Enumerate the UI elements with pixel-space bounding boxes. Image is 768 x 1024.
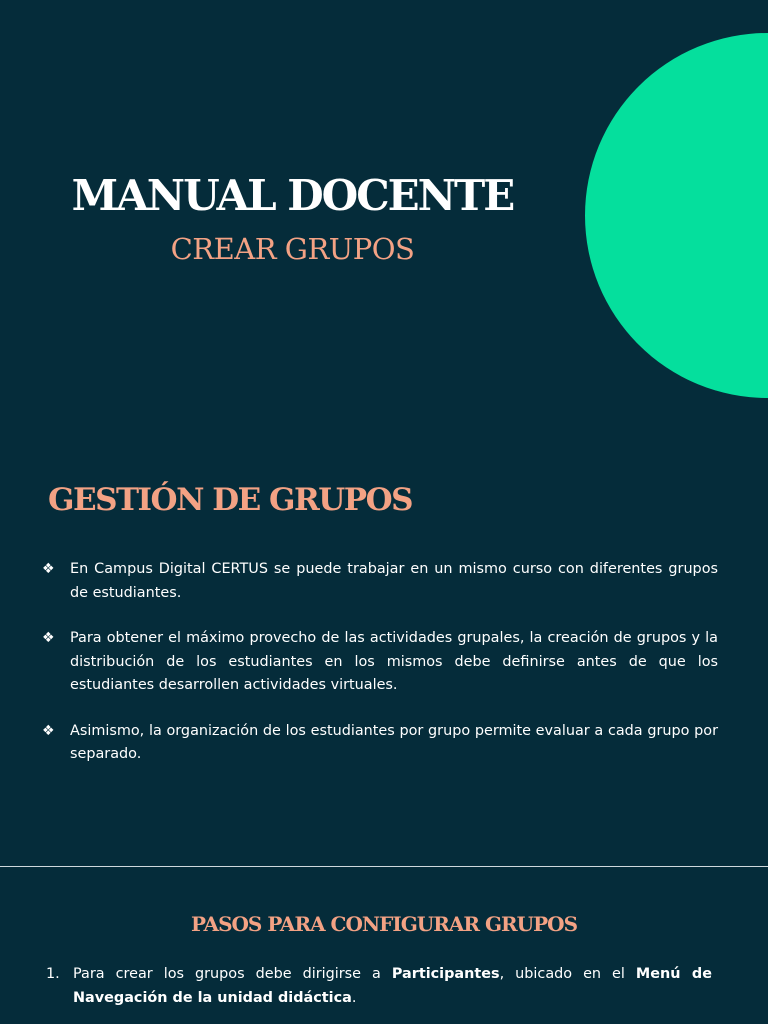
step-number: 1. bbox=[46, 966, 60, 982]
step-item bbox=[46, 962, 712, 1010]
section-title: GESTIÓN DE GRUPOS bbox=[48, 482, 412, 518]
page-subtitle: CREAR GRUPOS bbox=[170, 232, 415, 266]
bullet-list bbox=[40, 558, 718, 789]
bullet-item bbox=[40, 720, 718, 767]
bullet-text: En Campus Digital CERTUS se puede trabajar en un mismo curso con diferentes grupos de estudiantes. bbox=[70, 561, 718, 601]
diamond-bullet-icon: ❖ bbox=[42, 561, 55, 577]
diamond-bullet-icon: ❖ bbox=[42, 722, 55, 739]
decorative-circle bbox=[585, 33, 768, 398]
bullet-item bbox=[40, 558, 718, 605]
bullet-item bbox=[40, 627, 718, 698]
diamond-bullet-icon: ❖ bbox=[42, 630, 55, 646]
participantes-label: Participantes bbox=[391, 966, 500, 982]
bullet-text: Para obtener el máximo provecho de las actividades grupales, la creación de grupos y la distribución de los estudiantes en los mismos debe definirse antes de que los estudiantes desarrollen actividades virtuales. bbox=[70, 630, 718, 693]
bullet-text: Asimismo, la organización de los estudiantes por grupo permite evaluar a cada grupo por separado. bbox=[70, 722, 718, 762]
navigation-menu-label: Menú de Navegación de la unidad didáctica bbox=[73, 966, 712, 1006]
step-text: Para crear los grupos debe dirigirse a Participantes, ubicado en el Menú de Navegación de la unidad didáctica. bbox=[73, 966, 712, 1006]
steps-list bbox=[46, 962, 712, 1010]
steps-title: PASOS PARA CONFIGURAR GRUPOS bbox=[190, 912, 578, 936]
page-title: MANUAL DOCENTE bbox=[71, 171, 514, 220]
page-divider bbox=[0, 866, 768, 867]
